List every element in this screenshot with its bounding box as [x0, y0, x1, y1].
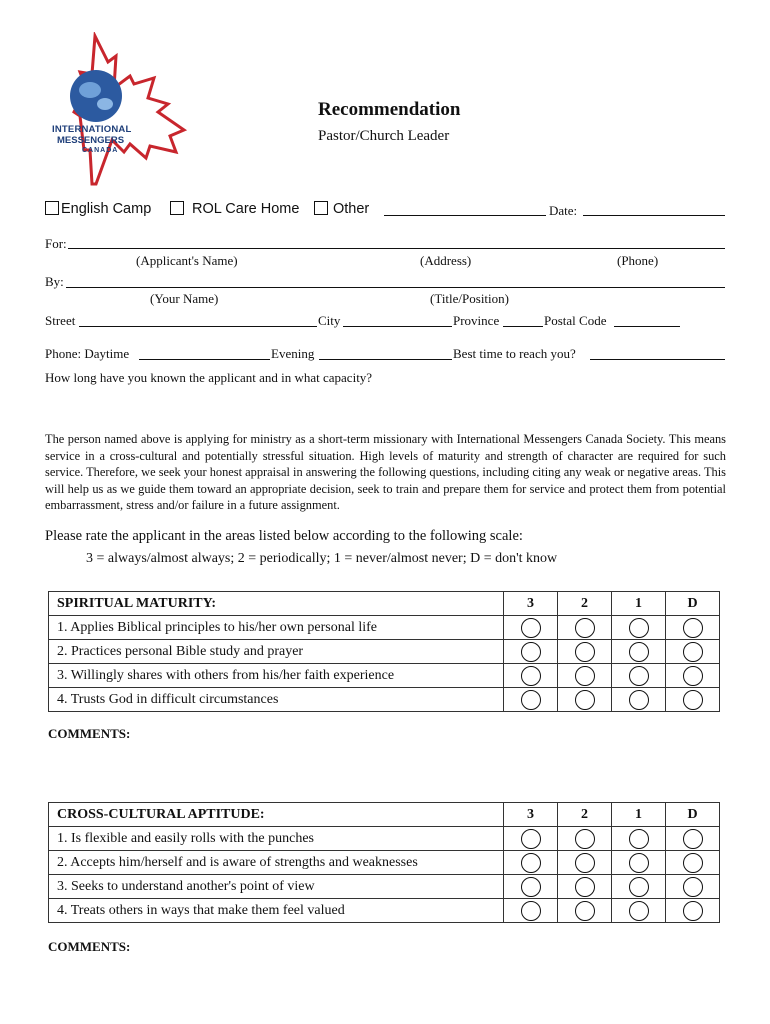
- table-header-row: [49, 803, 720, 827]
- by-label: By:: [45, 274, 64, 289]
- best-time-label: Best time to reach you?: [453, 346, 576, 361]
- by-field[interactable]: [66, 287, 725, 288]
- rating-radio-1[interactable]: [629, 853, 649, 873]
- postal-code-field[interactable]: [614, 326, 680, 327]
- table-header-row: [49, 592, 720, 616]
- for-label: For:: [45, 236, 67, 251]
- column-d: D: [666, 592, 720, 616]
- rol-care-home-checkbox[interactable]: [170, 201, 184, 215]
- other-field[interactable]: [384, 215, 546, 216]
- logo-text-canada: CANADA: [82, 147, 119, 154]
- address-caption: (Address): [420, 253, 472, 268]
- table-row: [49, 827, 720, 851]
- rating-radio-d[interactable]: [683, 642, 703, 662]
- table-row: [49, 875, 720, 899]
- rating-radio-2[interactable]: [575, 666, 595, 686]
- section-title: SPIRITUAL MATURITY:: [49, 592, 504, 616]
- street-label: Street: [45, 313, 76, 328]
- column-2: 2: [558, 803, 612, 827]
- logo-text-international: INTERNATIONAL: [52, 124, 132, 135]
- column-1: 1: [612, 803, 666, 827]
- comments-label: COMMENTS:: [48, 726, 131, 741]
- rating-radio-2[interactable]: [575, 853, 595, 873]
- province-label: Province: [453, 313, 500, 328]
- your-name-caption: (Your Name): [150, 291, 219, 306]
- rating-radio-1[interactable]: [629, 877, 649, 897]
- rating-radio-2[interactable]: [575, 877, 595, 897]
- rating-item: 1. Is flexible and easily rolls with the punches: [49, 827, 504, 851]
- rating-radio-3[interactable]: [521, 829, 541, 849]
- rating-item: 3. Willingly shares with others from his/her faith experience: [49, 664, 504, 688]
- rating-radio-3[interactable]: [521, 901, 541, 921]
- spiritual-maturity-table: [48, 591, 720, 712]
- rating-radio-1[interactable]: [629, 829, 649, 849]
- rating-radio-3[interactable]: [521, 618, 541, 638]
- table-row: [49, 640, 720, 664]
- table-row: [49, 664, 720, 688]
- rating-radio-3[interactable]: [521, 877, 541, 897]
- title-position-caption: (Title/Position): [430, 291, 509, 306]
- table-row: [49, 851, 720, 875]
- province-field[interactable]: [503, 326, 543, 327]
- evening-label: Evening: [271, 346, 315, 361]
- rating-radio-3[interactable]: [521, 690, 541, 710]
- rating-radio-d[interactable]: [683, 853, 703, 873]
- rating-radio-d[interactable]: [683, 829, 703, 849]
- rating-radio-1[interactable]: [629, 666, 649, 686]
- applicant-name-caption: (Applicant's Name): [136, 253, 238, 268]
- how-long-question: How long have you known the applicant and in what capacity?: [45, 370, 373, 385]
- rating-radio-2[interactable]: [575, 829, 595, 849]
- rating-radio-3[interactable]: [521, 853, 541, 873]
- street-field[interactable]: [79, 326, 317, 327]
- evening-field[interactable]: [319, 359, 452, 360]
- english-camp-checkbox[interactable]: [45, 201, 59, 215]
- table-row: [49, 899, 720, 923]
- section-title: CROSS-CULTURAL APTITUDE:: [49, 803, 504, 827]
- phone-daytime-field[interactable]: [139, 359, 270, 360]
- rating-radio-1[interactable]: [629, 642, 649, 662]
- rating-radio-d[interactable]: [683, 877, 703, 897]
- phone-daytime-label: Phone: Daytime: [45, 346, 130, 361]
- rating-radio-1[interactable]: [629, 901, 649, 921]
- table-row: [49, 616, 720, 640]
- page-subtitle: Pastor/Church Leader: [318, 128, 450, 144]
- cross-cultural-aptitude-table: [48, 802, 720, 923]
- rating-radio-d[interactable]: [683, 901, 703, 921]
- rating-radio-d[interactable]: [683, 618, 703, 638]
- english-camp-label: English Camp: [61, 201, 152, 217]
- column-1: 1: [612, 592, 666, 616]
- column-3: 3: [504, 592, 558, 616]
- column-2: 2: [558, 592, 612, 616]
- city-label: City: [318, 313, 341, 328]
- best-time-field[interactable]: [590, 359, 725, 360]
- phone-caption: (Phone): [617, 253, 659, 268]
- other-label: Other: [333, 201, 370, 217]
- rating-item: 2. Practices personal Bible study and prayer: [49, 640, 504, 664]
- rating-scale-legend: 3 = always/almost always; 2 = periodically; 1 = never/almost never; D = don't know: [86, 551, 558, 566]
- rating-radio-d[interactable]: [683, 666, 703, 686]
- other-checkbox[interactable]: [314, 201, 328, 215]
- rol-care-home-label: ROL Care Home: [192, 201, 300, 217]
- date-label: Date:: [549, 203, 578, 218]
- postal-code-label: Postal Code: [544, 313, 607, 328]
- rating-radio-3[interactable]: [521, 642, 541, 662]
- rating-item: 3. Seeks to understand another's point of view: [49, 875, 504, 899]
- rating-radio-2[interactable]: [575, 690, 595, 710]
- column-3: 3: [504, 803, 558, 827]
- rating-radio-2[interactable]: [575, 901, 595, 921]
- organization-logo: [50, 32, 190, 190]
- date-field[interactable]: [583, 215, 725, 216]
- rating-radio-d[interactable]: [683, 690, 703, 710]
- rating-item: 4. Treats others in ways that make them feel valued: [49, 899, 504, 923]
- for-field[interactable]: [68, 248, 725, 249]
- rating-radio-2[interactable]: [575, 618, 595, 638]
- table-row: [49, 688, 720, 712]
- rating-radio-1[interactable]: [629, 690, 649, 710]
- rating-instruction: Please rate the applicant in the areas listed below according to the following scale:: [45, 528, 523, 544]
- rating-radio-1[interactable]: [629, 618, 649, 638]
- column-d: D: [666, 803, 720, 827]
- maple-leaf-globe-logo: [50, 32, 190, 190]
- comments-label: COMMENTS:: [48, 939, 131, 954]
- rating-item: 2. Accepts him/herself and is aware of strengths and weaknesses: [49, 851, 504, 875]
- intro-paragraph: The person named above is applying for ministry as a short-term missionary with International Messengers Canada Society. This means service in a cross-cultural and potentially stressful situation. High levels of maturity and strength of character are required for such service. Therefore, we seek your honest appraisal in answering the following questions, including citing any weak or negative areas. This will help us as we guide them toward an appropriate decision, seek to train and prepare them for service and protect them from potential embarrassment, stress and/or failure in a future assignment.: [45, 432, 726, 512]
- city-field[interactable]: [343, 326, 452, 327]
- rating-item: 4. Trusts God in difficult circumstances: [49, 688, 504, 712]
- rating-radio-3[interactable]: [521, 666, 541, 686]
- page-title: Recommendation: [318, 99, 461, 120]
- rating-radio-2[interactable]: [575, 642, 595, 662]
- rating-item: 1. Applies Biblical principles to his/her own personal life: [49, 616, 504, 640]
- logo-text-messengers: MESSENGERS: [57, 135, 125, 146]
